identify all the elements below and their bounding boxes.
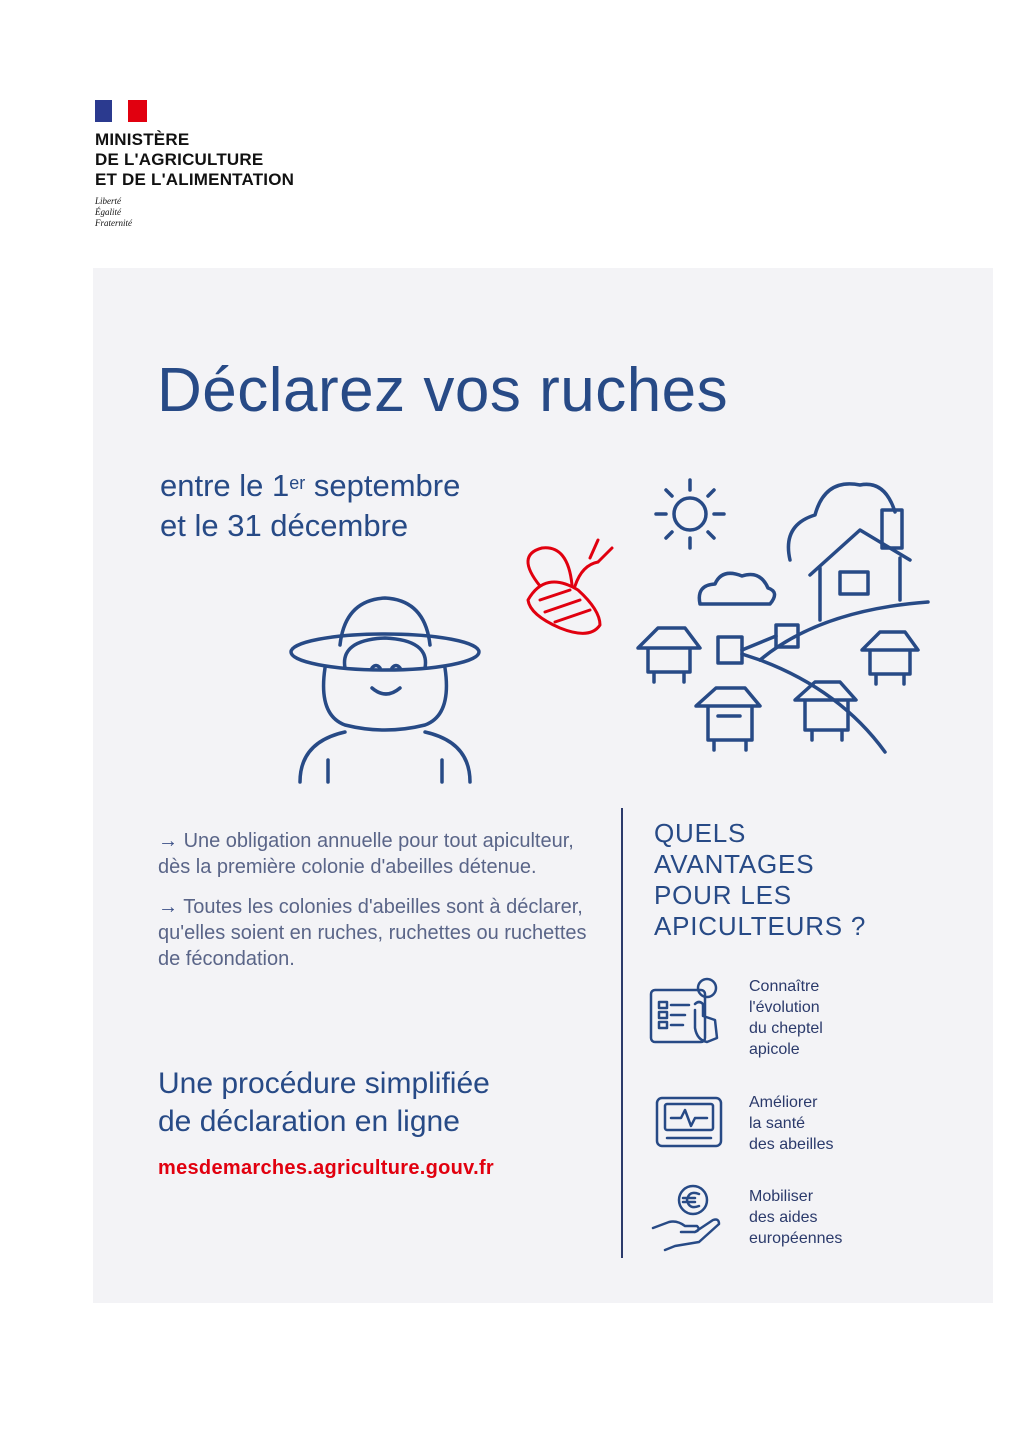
advantage-item xyxy=(645,1186,965,1256)
bullet-item: → Une obligation annuelle pour tout apiculteur, dès la première colonie d'abeilles détenue. xyxy=(158,830,574,878)
cloud-icon xyxy=(699,573,774,604)
advantage-item xyxy=(645,1092,965,1155)
health-monitor-icon xyxy=(645,1092,735,1152)
procedure-heading: Une procédure simplifiée de déclaration en ligne xyxy=(158,1067,490,1138)
beehive-icon xyxy=(696,688,760,750)
sun-icon xyxy=(674,498,706,530)
poster-title: Déclarez vos ruches xyxy=(157,356,729,425)
beehive-icon xyxy=(795,682,856,740)
advantage-text: Connaître l'évolution du cheptel apicole xyxy=(749,978,823,1058)
tablet-touch-icon xyxy=(645,976,735,1056)
declaration-link[interactable]: mesdemarches.agriculture.gouv.fr xyxy=(158,1157,495,1179)
republic-motto: Liberté Égalité Fraternité xyxy=(95,196,132,228)
beehive-icon xyxy=(718,637,742,663)
beehive-icon xyxy=(862,632,918,684)
advantage-text: Améliorer la santé des abeilles xyxy=(749,1094,834,1153)
declaration-dates: entre le 1er septembre et le 31 décembre xyxy=(160,468,461,543)
obligation-bullets xyxy=(158,828,598,986)
bee-icon xyxy=(528,540,612,633)
column-divider xyxy=(621,808,623,1258)
advantages-title: QUELS AVANTAGES POUR LES APICULTEURS ? xyxy=(654,818,867,941)
advantage-item xyxy=(645,976,965,1060)
euro-hand-icon xyxy=(645,1186,735,1256)
house-icon xyxy=(810,530,910,575)
advantage-text: Mobiliser des aides européennes xyxy=(749,1188,843,1247)
beehive-icon xyxy=(638,628,700,682)
bullet-item: → Toutes les colonies d'abeilles sont à déclarer, qu'elles soient en ruches, ruchettes ou ruchettes de fécondation. xyxy=(158,896,587,970)
ministry-name: MINISTÈRE DE L'AGRICULTURE ET DE L'ALIMENTATION xyxy=(95,130,295,189)
